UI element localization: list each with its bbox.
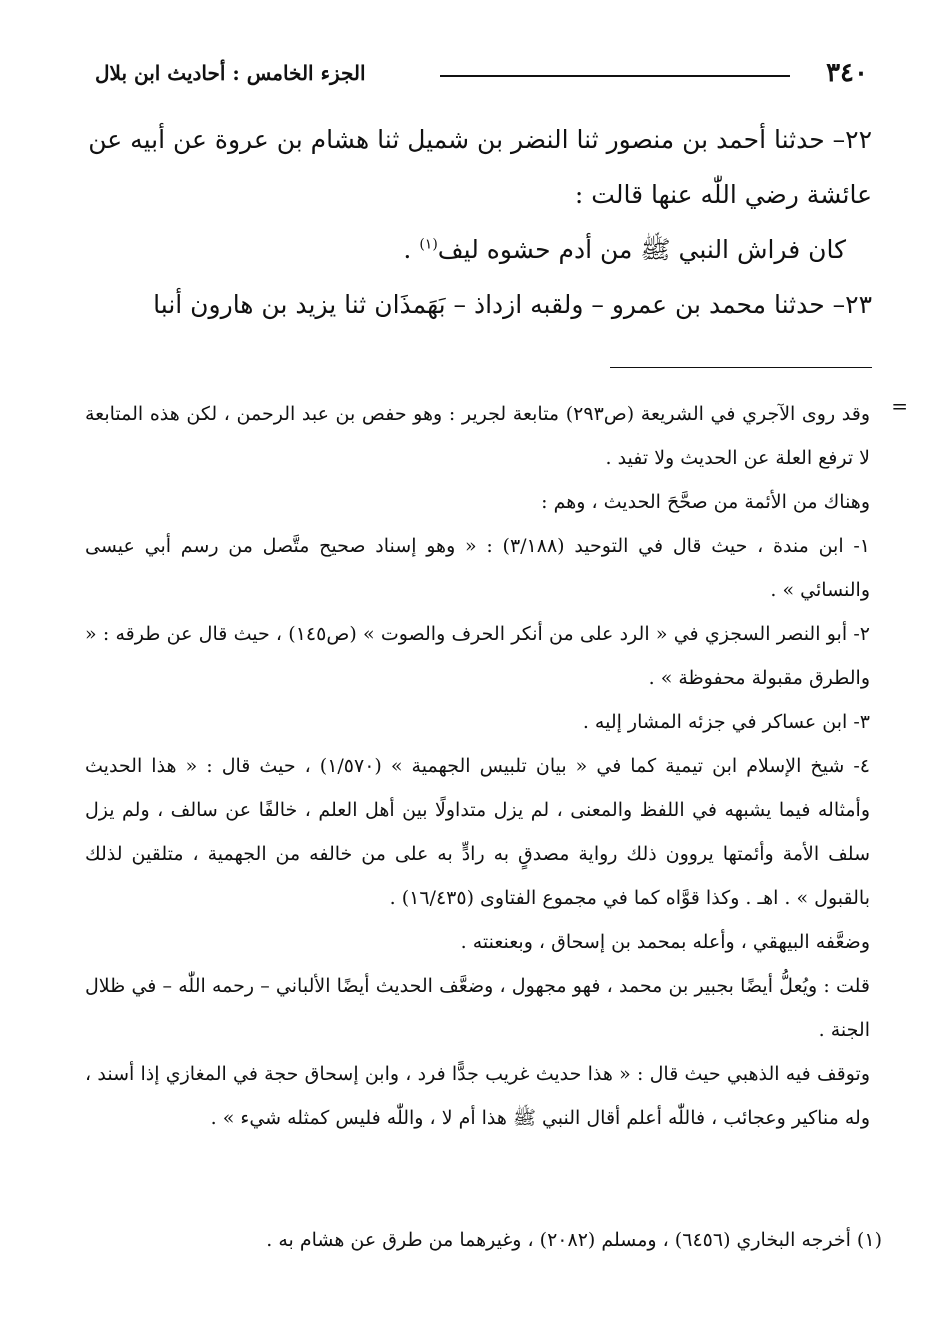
running-title: الجزء الخامس : أحاديث ابن بلال <box>95 61 366 85</box>
footnote-ref-1[interactable]: (١) <box>419 236 438 253</box>
footnote-paragraph: ١- ابن مندة ، حيث قال في التوحيد (٣/١٨٨) : « وهو إسناد صحيح متَّصل من رسم أبي عيسى والنسائي » . <box>85 535 871 601</box>
page-number: ٣٤٠ <box>826 58 868 88</box>
hadith-22-matn-text: كان فراش النبي ﷺ من أدم حشوه ليف <box>437 235 846 264</box>
hadith-22-line-1: ٢٢– حدثنا أحمد بن منصور ثنا النضر بن شميل ثنا هشام بن عروة عن أبيه عن <box>88 125 872 154</box>
main-text <box>88 112 872 332</box>
page-header <box>95 56 868 94</box>
footnote-paragraph: ٤- شيخ الإسلام ابن تيمية كما في « بيان تلبيس الجهمية » (١/٥٧٠) ، حيث قال : « هذا الحديث وأمثاله فيما يشبهه في اللفظ والمعنى ، لم يزل متداولًا بين أهل العلم ، خالفًا عن سالف ، ولم يزل سلف الأمة وأئمتها يروون ذلك رواية مصدقٍ به رادٍّ به على من خالفه من الجهمية ، متلقين لذلك بالقبول » . اهـ . وكذا قوَّاه كما في مجموع الفتاوى (١٦/٤٣٥) . <box>85 755 870 909</box>
hadith-22-matn <box>88 222 872 277</box>
hadith-23-line-1: ٢٣– حدثنا محمد بن عمرو – ولقبه ازداذ – بَهَمذَان ثنا يزيد بن هارون أنبا <box>153 290 872 319</box>
footnote-paragraph: ٣- ابن عساكر في جزئه المشار إليه . <box>582 711 870 733</box>
footnotes <box>85 392 908 1140</box>
footnote-paragraph: قلت : ويُعلُّ أيضًا بجبير بن محمد ، فهو مجهول ، وضعَّف الحديث أيضًا الألباني – رحمه اللّٰه – في ظلال الجنة . <box>85 975 870 1041</box>
hadith-22-line-2: عائشة رضي اللّٰه عنها قالت : <box>574 180 872 209</box>
footnote-separator <box>610 367 872 368</box>
footnote-paragraph: وقد روى الآجري في الشريعة (ص٢٩٣) متابعة لجرير : وهو حفص بن عبد الرحمن ، لكن هذه المتابعة لا ترفع العلة عن الحديث ولا تفيد . <box>85 403 870 469</box>
footnote-paragraph: ٢- أبو النصر السجزي في « الرد على من أنكر الحرف والصوت » (ص١٤٥) ، حيث قال عن طرقه : « والطرق مقبولة محفوظة » . <box>85 623 870 689</box>
footnote-paragraph: وهناك من الأئمة من صحَّحَ الحديث ، وهم : <box>541 491 870 513</box>
footnote-paragraph: وتوقف فيه الذهبي حيث قال : « هذا حديث غريب جدًّا فرد ، وابن إسحاق حجة في المغازي إذا أسند ، وله مناكير وعجائب ، فاللّٰه أعلم أقال النبي ﷺ هذا أم لا ، واللّٰه فليس كمثله شيء » . <box>85 1063 870 1129</box>
footnote-1: (١) أخرجه البخاري (٦٤٥٦) ، ومسلم (٢٠٨٢) ، وغيرهما من طرق عن هشام به . <box>266 1229 882 1251</box>
footnote-paragraph: وضعَّفه البيهقي ، وأعله بمحمد بن إسحاق ، وبعنعنته . <box>460 931 870 953</box>
hadith-22-matn-end: . <box>403 235 420 264</box>
continuation-mark: = <box>891 394 908 418</box>
header-rule <box>440 75 790 77</box>
